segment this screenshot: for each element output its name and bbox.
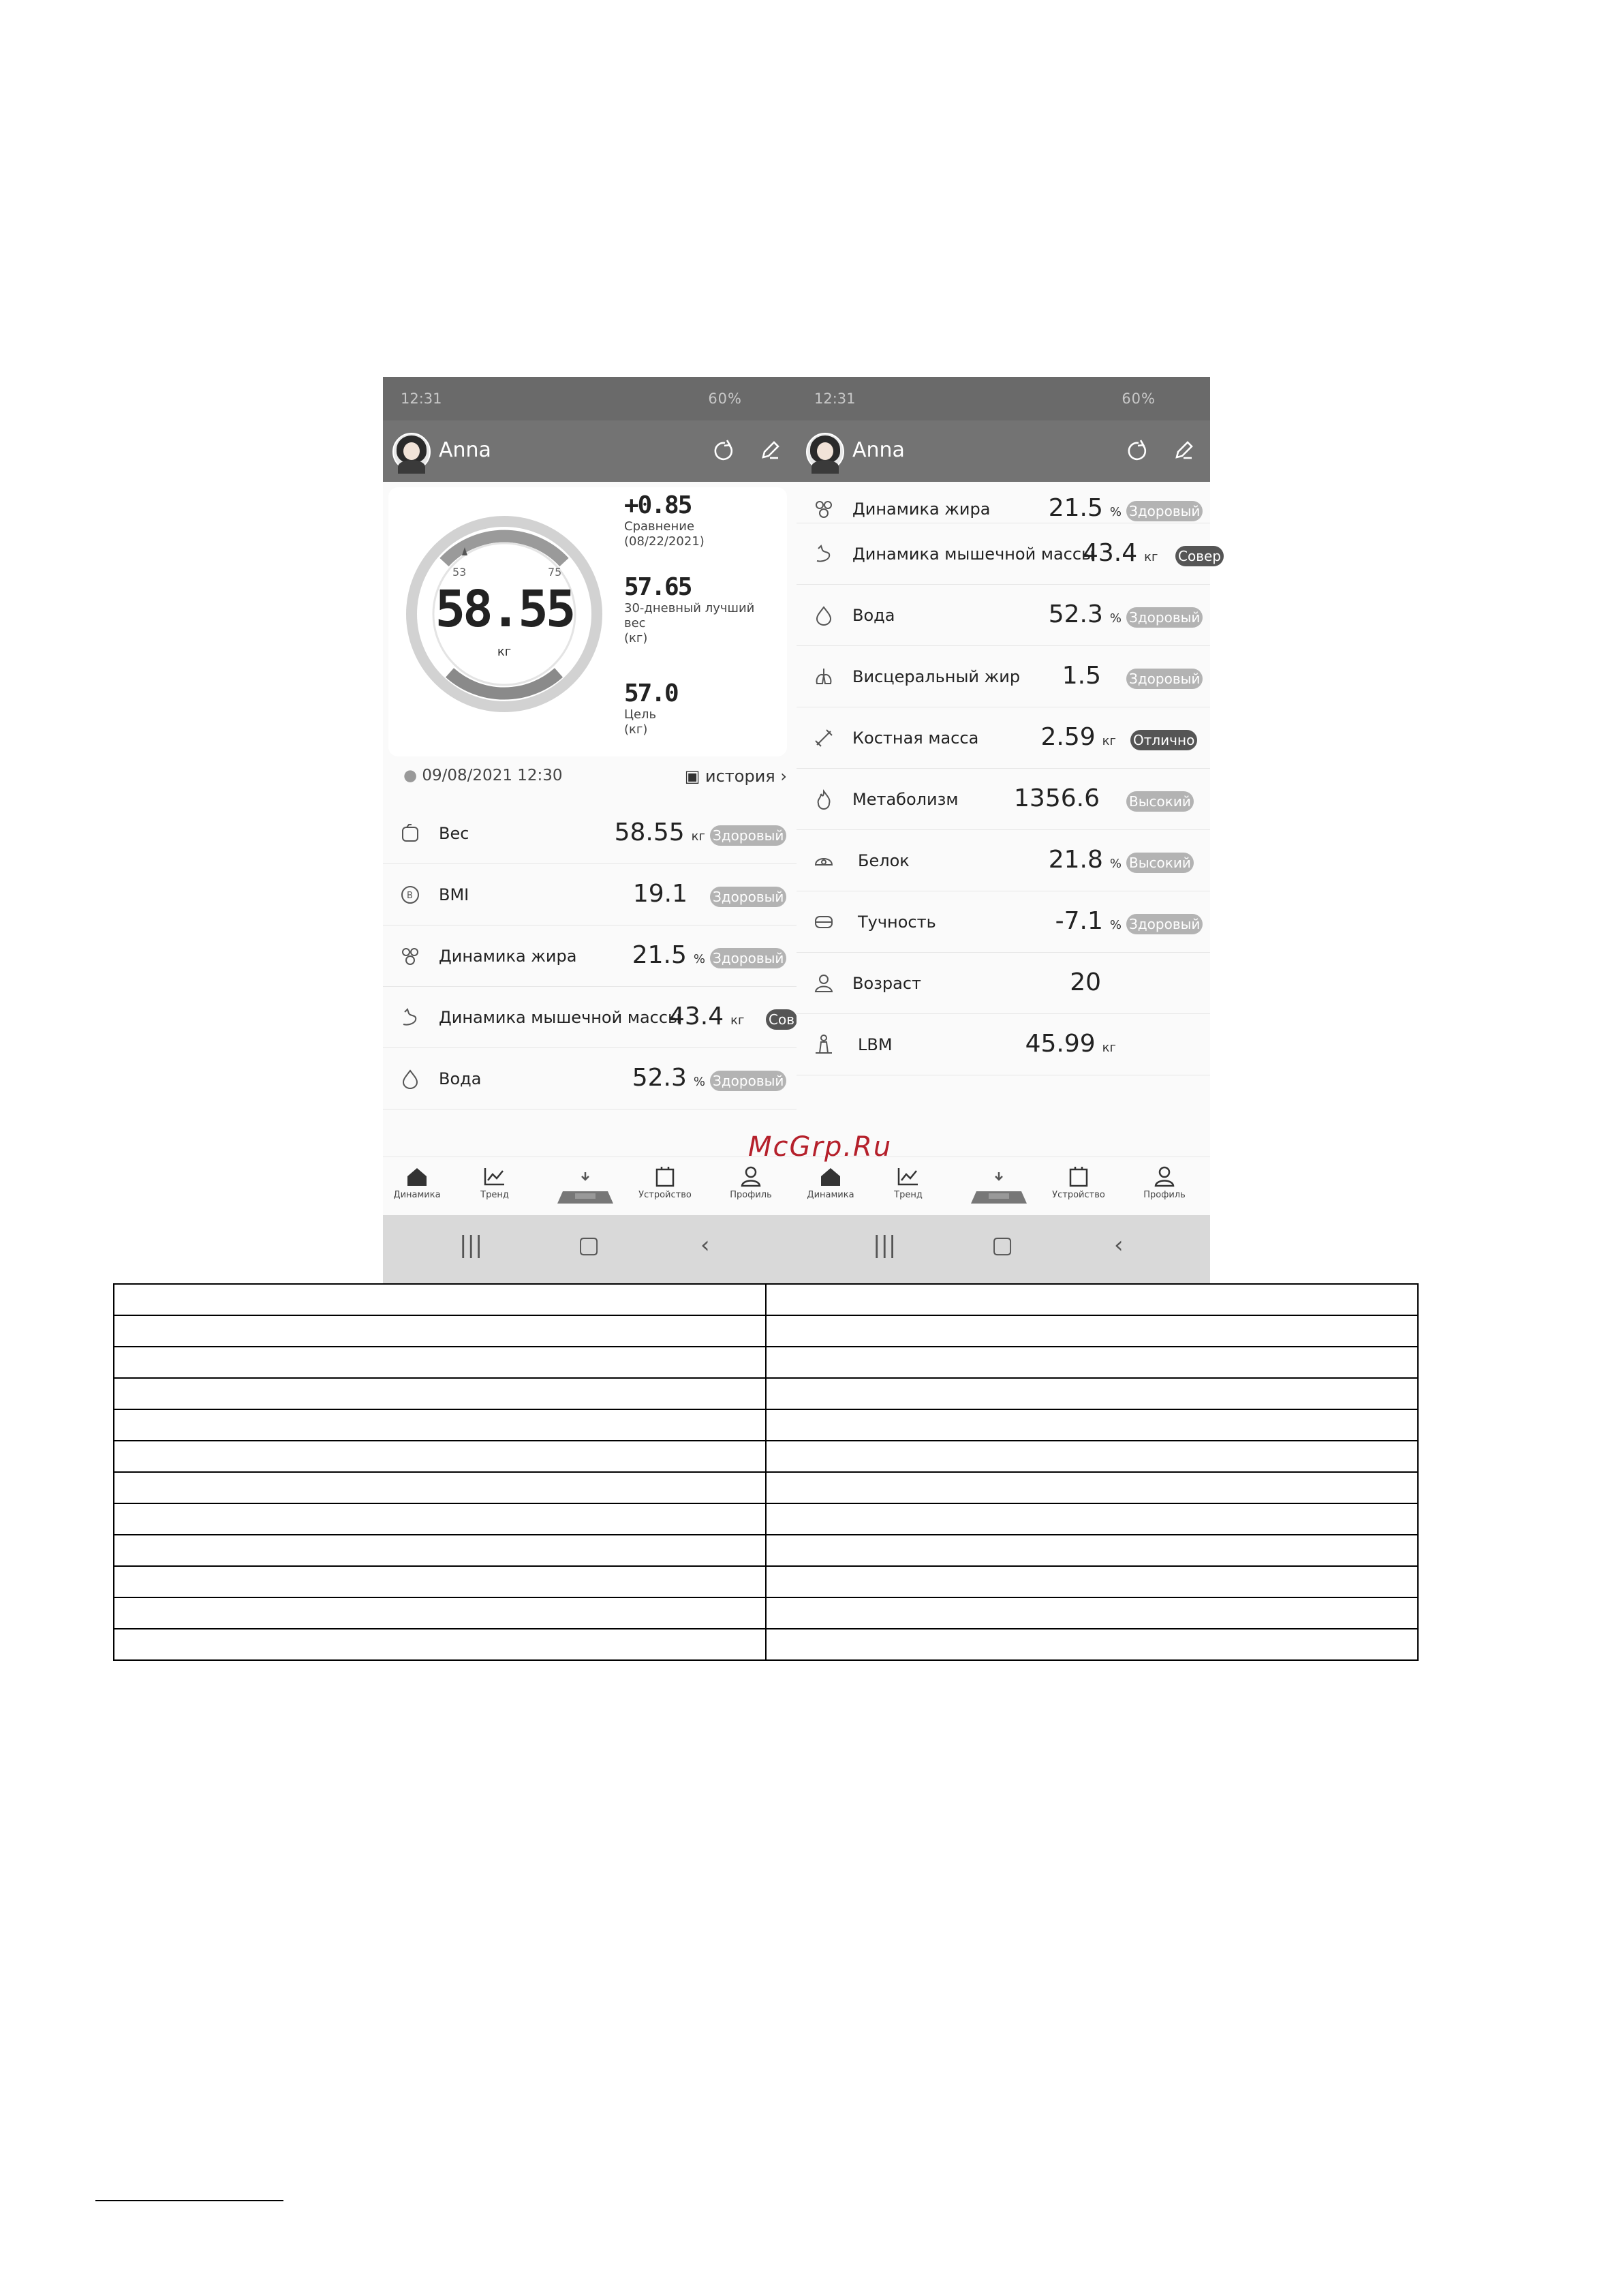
stat-best [624,573,754,646]
nav-label: Устройство [1052,1190,1105,1200]
metric-row-water[interactable] [797,584,1210,646]
metric-row-muscle[interactable] [797,523,1221,585]
user-name[interactable]: Anna [439,438,491,462]
gauge-mark-high: 75 [548,566,562,579]
status-badge: Здоровый [1126,607,1203,628]
table-row [114,1472,1418,1503]
status-time: 12:31 [401,391,442,407]
empty-table [113,1283,1419,1661]
table-cell [114,1315,766,1347]
nav-label: Динамика [393,1190,441,1200]
table-row [114,1597,1418,1629]
metric-value: 21.5 [632,941,687,969]
edit-icon[interactable] [756,437,784,464]
protein-icon [813,850,835,872]
metric-unit: % [1109,611,1122,626]
device-icon [1066,1165,1091,1187]
nav-trend[interactable] [881,1165,936,1200]
home-icon [405,1165,429,1187]
status-badge: Здоровый [710,948,786,968]
bottom-nav [383,1157,797,1216]
user-name[interactable]: Anna [852,438,905,462]
nav-profile[interactable] [1137,1165,1192,1200]
metric-unit: % [693,1075,705,1089]
recents-icon[interactable]: ||| [459,1231,483,1259]
metric-label: Вода [852,606,895,625]
table-row [114,1284,1418,1315]
device-icon [653,1165,677,1187]
metric-value: 21.5 [1048,494,1103,522]
status-battery: 60% [708,391,742,407]
metrics-list[interactable] [797,482,1221,1157]
status-badge: Здоровый [710,887,786,907]
table-row [114,1503,1418,1535]
stat-goal-label: Цель [624,707,657,722]
metric-value: -7.1 [1055,907,1103,935]
table-cell [766,1566,1418,1597]
stat-goal-value: 57.0 [624,679,678,707]
stat-goal [624,679,678,737]
nav-label: Устройство [638,1190,692,1200]
back-icon[interactable]: ‹ [700,1231,710,1259]
bmi-icon [399,884,421,906]
metric-value: 43.4 [669,1002,724,1030]
edit-icon[interactable] [1170,437,1197,464]
status-time: 12:31 [814,391,856,407]
nav-profile[interactable] [724,1165,778,1200]
nav-dynamics[interactable] [803,1165,858,1200]
metric-row-muscle[interactable] [383,986,797,1048]
metric-value: 2.59 [1040,723,1096,751]
nav-device[interactable] [638,1165,692,1200]
table-cell [766,1597,1418,1629]
metric-label: Костная масса [852,729,979,748]
metric-label: Вода [439,1069,482,1088]
status-badge: Здоровый [1126,914,1203,934]
stat-compare-date: (08/22/2021) [624,534,705,549]
nav-label: Тренд [480,1190,509,1200]
trend-icon [896,1165,921,1187]
age-icon [813,973,835,994]
status-bar [797,377,1210,420]
recents-icon[interactable]: ||| [873,1231,897,1259]
metric-row-age[interactable] [797,952,1210,1014]
table-row [114,1378,1418,1409]
metric-label: Метаболизм [852,790,959,809]
metric-value: 1356.6 [1014,784,1100,812]
home-button-icon[interactable]: ▢ [578,1231,600,1259]
nav-label: Профиль [730,1190,772,1200]
table-cell [766,1409,1418,1441]
nav-trend[interactable] [467,1165,522,1200]
metric-unit: % [1109,857,1122,871]
table-cell [766,1441,1418,1472]
table-row [114,1441,1418,1472]
metric-value: 19.1 [632,880,687,908]
metric-row-metabolism[interactable] [797,768,1210,830]
table-cell [114,1503,766,1535]
visceral-fat-icon [813,666,835,688]
profile-icon [739,1165,763,1187]
metric-label: Висцеральный жир [852,667,1021,686]
main-content[interactable] [383,482,797,1157]
back-icon[interactable]: ‹ [1114,1231,1124,1259]
dot-icon: ● [403,767,418,784]
history-link[interactable] [685,767,787,786]
table-cell [766,1284,1418,1315]
weigh-scale-button[interactable] [970,1171,1028,1208]
table-cell [766,1347,1418,1378]
footnote-separator [95,2200,283,2201]
metric-label: Динамика мышечной массы [439,1008,681,1027]
metric-row-fat[interactable] [797,482,1210,523]
metabolism-icon [813,789,835,810]
metric-value: 45.99 [1025,1030,1096,1058]
fat-icon [399,945,421,967]
water-icon [813,604,835,626]
metric-row-fat[interactable] [383,925,797,987]
home-icon [818,1165,843,1187]
history-label: история [705,767,775,786]
metric-label: Вес [439,824,469,843]
phone-screen-left [383,377,797,1283]
metric-label: Тучность [858,913,936,932]
muscle-icon [813,543,835,565]
status-badge: Совер [1175,546,1224,566]
metric-label: LBM [858,1035,893,1054]
metric-unit: кг [1102,734,1116,748]
table-row [114,1409,1418,1441]
stat-compare-label: Сравнение [624,519,695,534]
refresh-icon[interactable] [709,437,736,464]
gauge-mark-low: 53 [452,566,467,579]
metric-unit: кг [730,1013,745,1028]
metric-value: 52.3 [1048,600,1103,628]
nav-label: Динамика [807,1190,854,1200]
table-cell [114,1409,766,1441]
avatar[interactable] [806,433,844,471]
table-cell [114,1347,766,1378]
stat-compare [624,491,705,549]
table-cell [114,1535,766,1566]
system-nav-bar [797,1215,1210,1283]
chevron-right-icon: › [780,767,787,786]
watermark: McGrp.Ru [748,1131,893,1163]
stat-best-sub: вес [624,616,646,630]
stat-best-unit: (кг) [624,631,648,645]
app-header [383,420,797,482]
nav-dynamics[interactable] [390,1165,444,1200]
table-cell [114,1378,766,1409]
water-icon [399,1068,421,1090]
metric-label: Динамика жира [852,500,991,519]
metric-row-bone[interactable] [797,707,1210,769]
table-row [114,1566,1418,1597]
bone-icon [813,727,835,749]
metric-label: Динамика жира [439,947,577,966]
metric-row-protein[interactable] [797,829,1210,891]
status-badge: Отлично [1130,730,1197,750]
refresh-icon[interactable] [1122,437,1149,464]
status-bar [383,377,797,420]
table-row [114,1315,1418,1347]
status-badge: Высокий [1126,791,1194,812]
obesity-icon [813,911,835,933]
metric-value: 1.5 [1062,662,1101,690]
nav-label: Профиль [1143,1190,1186,1200]
table-row [114,1629,1418,1660]
profile-icon [1152,1165,1177,1187]
calendar-icon: ▣ [684,767,700,786]
table-cell [766,1378,1418,1409]
table-cell [766,1315,1418,1347]
lbm-icon [813,1034,835,1056]
metric-unit: % [693,952,705,966]
status-battery: 60% [1122,391,1156,407]
weigh-scale-button[interactable] [556,1171,615,1208]
stat-best-label: 30-дневный лучший [624,601,755,615]
table-cell [114,1441,766,1472]
home-button-icon[interactable]: ▢ [991,1231,1014,1259]
metric-row-water[interactable] [383,1047,797,1109]
metric-row-obesity[interactable] [797,891,1210,953]
app-header [797,420,1210,482]
metric-value: 21.8 [1048,846,1103,874]
system-nav-bar [383,1215,797,1283]
status-badge: Здоровый [710,1071,786,1091]
metric-value: 52.3 [632,1064,687,1092]
table-cell [114,1629,766,1660]
stat-best-value: 57.65 [624,573,692,601]
bottom-nav [797,1157,1210,1216]
status-badge: Здоровый [1126,669,1203,689]
table-cell [114,1597,766,1629]
metric-unit: кг [1102,1041,1116,1055]
metric-value: 43.4 [1083,539,1138,567]
metric-row-weight[interactable] [383,802,797,864]
metric-label: Динамика мышечной массы [852,545,1094,564]
metric-row-visceral-fat[interactable] [797,645,1210,707]
table-cell [766,1629,1418,1660]
stat-goal-unit: (кг) [624,722,648,737]
fat-icon [813,498,835,520]
status-badge: Высокий [1126,853,1194,873]
nav-label: Тренд [894,1190,923,1200]
table-cell [114,1472,766,1503]
measurement-date-text: 09/08/2021 12:30 [422,767,563,784]
table-row [114,1535,1418,1566]
table-cell [766,1535,1418,1566]
status-badge: Сов [766,1009,797,1030]
metric-value: 20 [1070,968,1101,996]
avatar[interactable] [392,433,431,471]
scale-icon [399,823,421,844]
metric-unit: кг [1144,550,1158,564]
metric-unit: кг [691,829,705,844]
nav-device[interactable] [1051,1165,1106,1200]
metric-row-lbm[interactable] [797,1013,1210,1075]
metric-label: BMI [439,885,469,904]
status-badge: Здоровый [1126,501,1203,521]
status-badge: Здоровый [710,825,786,846]
table-cell [766,1472,1418,1503]
metric-unit: % [1109,505,1122,519]
muscle-icon [399,1007,421,1028]
svg-text:B: B [407,891,413,901]
table-cell [114,1566,766,1597]
weight-value: 58.55 [435,580,574,639]
table-row [114,1347,1418,1378]
metric-value: 58.55 [614,818,685,846]
metric-unit: % [1109,918,1122,932]
metric-label: Возраст [852,974,922,993]
metric-row-bmi[interactable] [383,863,797,925]
table-cell [114,1284,766,1315]
weight-gauge [402,512,606,716]
weight-unit: кг [497,645,512,659]
stat-compare-value: +0.85 [624,491,692,519]
measurement-date [403,767,563,784]
weight-summary-card [388,487,787,756]
metric-label: Белок [858,851,910,870]
table-cell [766,1503,1418,1535]
trend-icon [482,1165,507,1187]
